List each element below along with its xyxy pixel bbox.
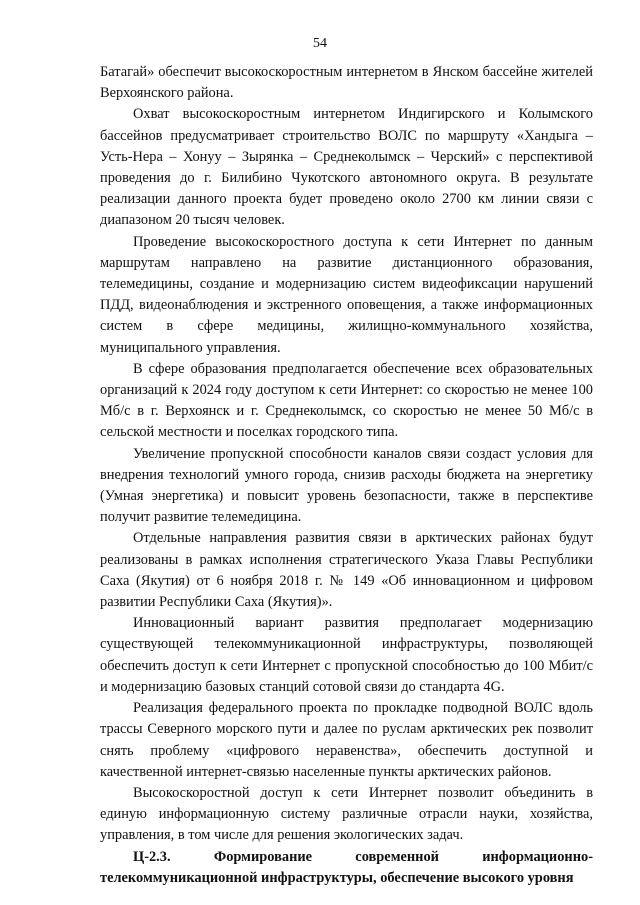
paragraph-3: Проведение высокоскоростного доступа к сети Интернет по данным маршрутам направлено на развитие дистанционного образования, телемедицины, создание и модернизацию систем видеофиксации нарушений ПДД, видеонаблюдения и экстренного оповещения, а также информационных систем в сфере медицины, жилищно-коммунального хозяйства, муниципального управления. [100, 233, 593, 356]
paragraph-9: Высокоскоростной доступ к сети Интернет позволит объединить в единую информационную систему различные отрасли науки, хозяйства, управления, в том числе для решения экологических задач. [100, 784, 593, 844]
paragraph-5: Увеличение пропускной способности каналов связи создаст условия для внедрения технологий умного города, снизив расходы бюджета на энергетику (Умная энергетика) и повысит уровень безопасности, также в перспективе получит развитие телемедицина. [100, 445, 593, 526]
paragraph-8: Реализация федерального проекта по прокладке подводной ВОЛС вдоль трассы Северного морского пути и далее по руслам арктических рек позволит снять проблему «цифрового неравенства», обеспечить доступной и качественной интернет-связью населенные пункты арктических районов. [100, 700, 593, 780]
paragraph-7: Инновационный вариант развития предполагает модернизацию существующей телекоммуникационной инфраструктуры, позволяющей обеспечить доступ к сети Интернет с пропускной способностью до 100 Мбит/с и модернизацию базовых станций сотовой связи до стандарта 4G. [100, 615, 593, 695]
page-content [100, 62, 593, 889]
paragraph-4: В сфере образования предполагается обеспечение всех образовательных организаций к 2024 году доступом к сети Интернет: со скоростью не менее 100 Мб/с в г. Верхоянск и г. Среднеколымск, со скоростью не менее 50 Мб/с в сельской местности и поселках городского типа. [100, 360, 593, 441]
page-number: 54 [313, 36, 327, 51]
paragraph-6: Отдельные направления развития связи в арктических районах будут реализованы в рамках исполнения стратегического Указа Главы Республики Саха (Якутия) от 6 ноября 2018 г. № 149 «Об инновационном и цифровом развитии Республики Саха (Якутия)». [100, 530, 593, 611]
paragraph-2: Охват высокоскоростным интернетом Индигирского и Колымского бассейнов предусматривает строительство ВОЛС по маршруту «Хандыга – Усть-Нера – Хонуу – Зырянка – Среднеколымск – Черский» с перспективой проведения до г. Билибино Чукотского автономного округа. В результате реализации данного проекта будет проведено около 2700 км линии связи с диапазоном 20 тысяч человек. [100, 106, 593, 229]
section-heading: Ц-2.3. Формирование современной информационно-телекоммуникационной инфраструктуры, обеспечение высокого уровня [100, 848, 593, 886]
paragraph-1: Батагай» обеспечит высокоскоростным интернетом в Янском бассейне жителей Верхоянского района. [100, 64, 593, 102]
